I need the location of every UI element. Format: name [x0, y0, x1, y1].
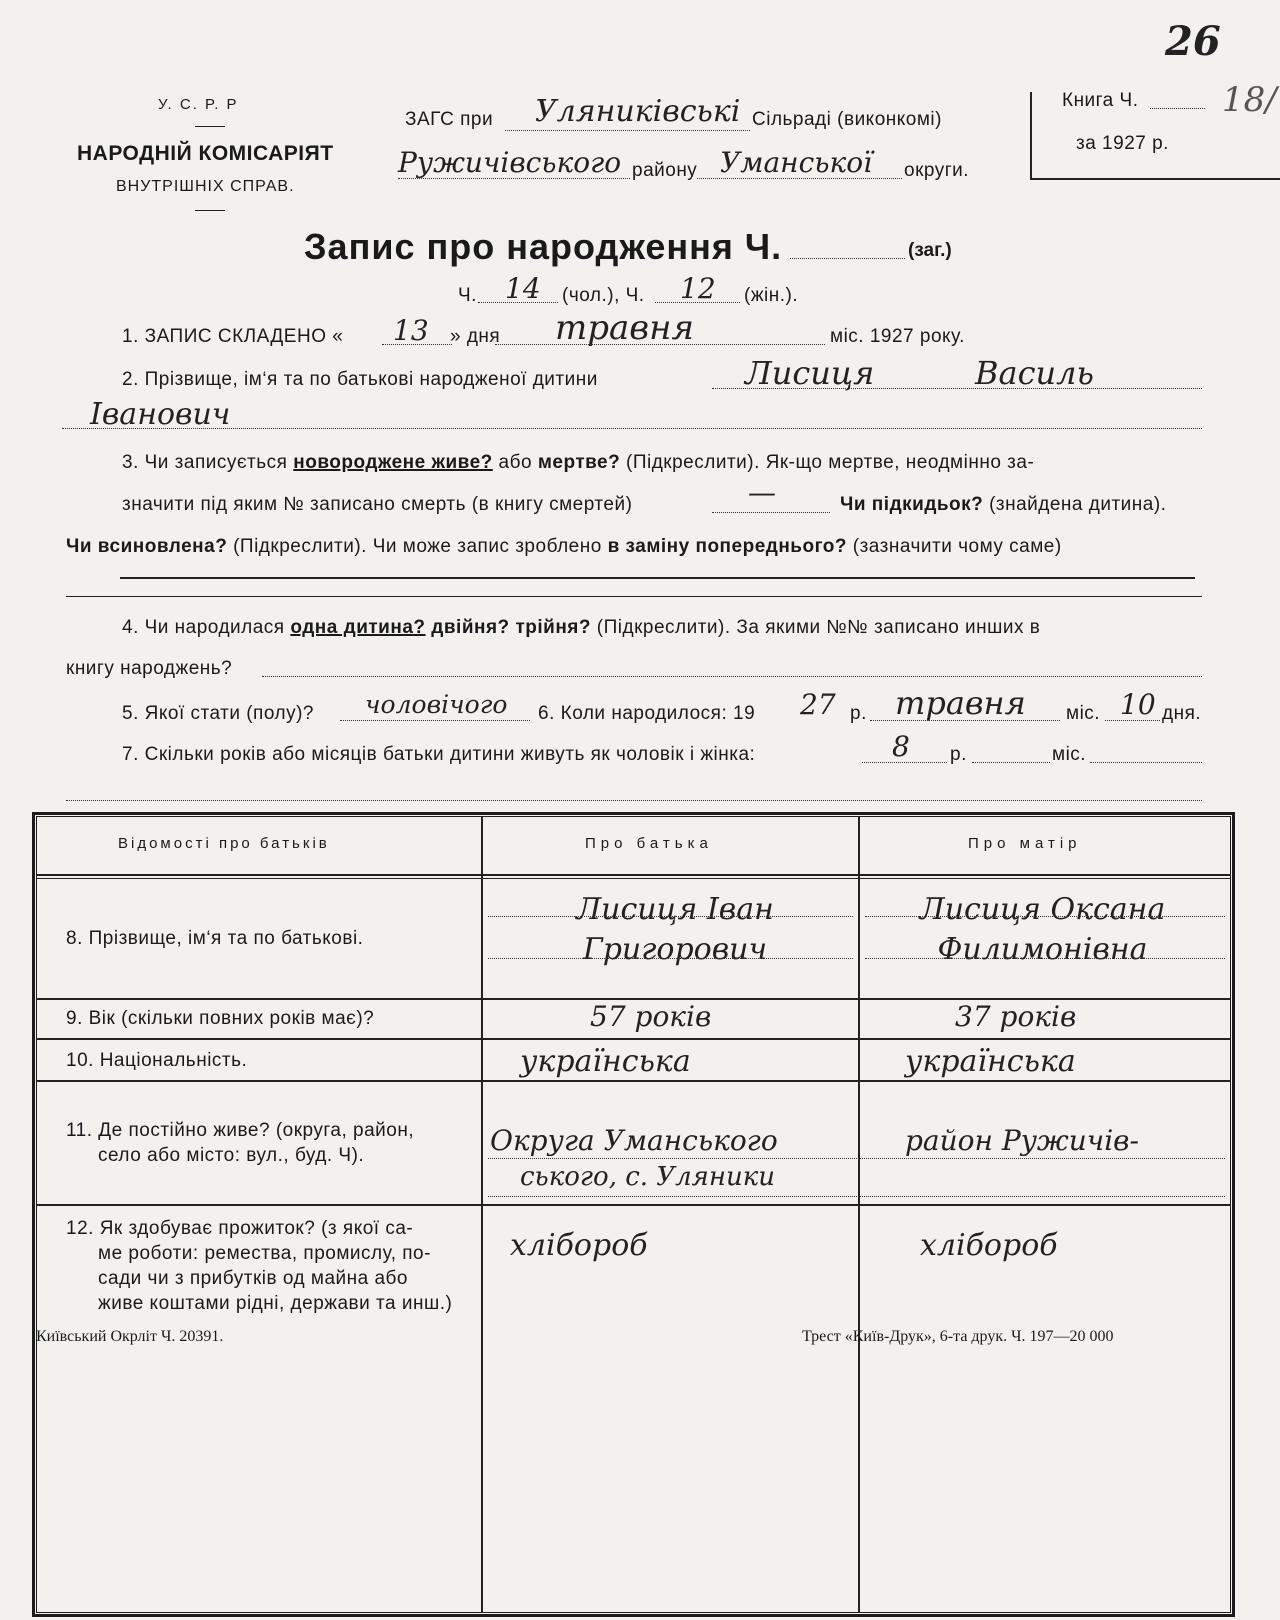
commissariat-title: НАРОДНІЙ КОМІСАРІЯТ	[77, 142, 334, 165]
record-title-zag: (заг.)	[908, 240, 952, 261]
header-mother: Про матір	[968, 835, 1082, 852]
mother-residence: район Ружичів-	[905, 1124, 1139, 1157]
header-parents-info: Відомості про батьків	[118, 835, 330, 852]
item3-line2	[122, 494, 632, 516]
child-name: Василь	[975, 354, 1094, 392]
father-residence: Округа Уманського	[490, 1124, 778, 1157]
birth-month: травня	[895, 684, 1026, 722]
item3-line3-mid: (Підкреслити). Чи може запис зроблено	[233, 536, 602, 557]
item3-line1-end: (Підкреслити). Як-що мертве, неодмінно за-	[626, 452, 1035, 473]
item4-line2: книгу народжень?	[66, 658, 233, 679]
item3-line3-end: (зазначити чому саме)	[852, 536, 1062, 557]
item4-triplets: трійня?	[515, 617, 591, 638]
birth-day-label: дня.	[1162, 703, 1202, 724]
mother-fullname: Лисиця Оксана Филимонівна	[919, 892, 1166, 967]
married-years: 8	[892, 730, 910, 763]
married-years-r: р.	[950, 744, 967, 765]
item5-label: 5. Якої стати (полу)?	[122, 703, 314, 724]
zags-council: Сільраді (виконкомі)	[752, 109, 942, 130]
item1-day: 13	[393, 314, 429, 347]
okruha-label: округи.	[904, 160, 970, 181]
ch-label: Ч.	[458, 285, 477, 306]
birth-day: 10	[1120, 688, 1156, 721]
item1-month: травня	[555, 308, 694, 348]
row9-label: 9. Вік (скільки повних років має)?	[66, 1008, 375, 1029]
page-number: 26	[1165, 18, 1221, 65]
zags-village: Уляниківські	[535, 94, 741, 129]
item3-dead: мертве?	[537, 452, 621, 473]
birth-month-mis: міс.	[1066, 703, 1101, 724]
header-father: Про батька	[585, 835, 713, 852]
male-number: 14	[505, 272, 541, 305]
district-label: району	[632, 160, 698, 181]
item3-adopted: Чи всиновлена?	[66, 536, 228, 557]
item1-mid: » дня	[450, 326, 501, 347]
item3-line3	[66, 536, 1062, 558]
row10-label: 10. Національність.	[66, 1050, 248, 1071]
record-title: Запис про народження Ч.	[304, 226, 783, 267]
father-occupation: хлібороб	[510, 1228, 648, 1263]
footer-right: Трест «Київ-Друк», 6-та друк. Ч. 197—20 000	[802, 1328, 1114, 1345]
father-nationality: українська	[520, 1044, 691, 1079]
item4-one: одна дитина?	[290, 617, 426, 638]
item4-twins: двійня?	[431, 617, 510, 638]
birth-year-r: р.	[850, 703, 867, 724]
child-sex: чоловічого	[365, 690, 508, 719]
mother-occupation: хлібороб	[920, 1228, 1058, 1263]
mother-age: 37 років	[955, 1000, 1077, 1033]
residence-continued: ського, с. Уляники	[520, 1162, 776, 1192]
item3-or: або	[498, 452, 533, 473]
item2-label: 2. Прізвище, ім‘я та по батькові народженої дитини	[122, 369, 598, 390]
item3-line2b	[840, 494, 1166, 516]
mother-nationality: українська	[905, 1044, 1076, 1079]
footer-left: Київський Окрліт Ч. 20391.	[36, 1328, 224, 1345]
item3-line1	[122, 452, 1034, 474]
female-label: (жін.).	[744, 285, 799, 306]
item6-label: 6. Коли народилося: 19	[538, 703, 756, 724]
book-year: за 1927 р.	[1076, 133, 1169, 154]
father-age: 57 років	[590, 1000, 712, 1033]
zags-okruha: Уманської	[720, 146, 873, 179]
row12-label-2: ме роботи: ремества, промислу, по-	[98, 1243, 431, 1264]
row11-label-2: село або місто: вул., буд. Ч).	[98, 1145, 365, 1166]
item3-line2-text: значити під яким № записано смерть (в книгу смертей)	[122, 494, 633, 515]
book-label: Книга Ч.	[1062, 90, 1139, 111]
item3-alive: новороджене живе?	[293, 452, 493, 473]
item1-label: 1. ЗАПИС СКЛАДЕНО «	[122, 326, 344, 347]
child-patronymic: Іванович	[90, 397, 231, 432]
zags-prefix: ЗАГС при	[405, 109, 494, 130]
internal-affairs-label: ВНУТРІШНІХ СПРАВ.	[116, 178, 295, 195]
ussr-label: У. С. Р. Р	[158, 96, 239, 113]
birth-year: 27	[800, 688, 836, 721]
item4-line1-end: (Підкреслити). За якими №№ записано инших в	[596, 617, 1041, 638]
female-number: 12	[680, 272, 716, 305]
row12-label-3: сади чи з прибутків од майна або	[98, 1268, 408, 1289]
item7-label: 7. Скільки років або місяців батьки дитини живуть як чоловік і жінка:	[122, 744, 756, 765]
margin-number: 18/	[1222, 80, 1277, 120]
row11-label-1: 11. Де постійно живе? (округа, район,	[66, 1120, 415, 1141]
item1-end: міс. 1927 року.	[830, 326, 965, 347]
item3-line1-text: 3. Чи записується	[122, 452, 288, 473]
married-months-label: міс.	[1052, 744, 1087, 765]
item4-line1-text: 4. Чи народилася	[122, 617, 285, 638]
item4-line1	[122, 617, 1040, 639]
item3-replace: в заміну попереднього?	[607, 536, 847, 557]
male-label: (чол.), Ч.	[562, 285, 645, 306]
row8-label: 8. Прізвище, ім‘я та по батькові.	[66, 928, 364, 949]
row12-label-4: живе коштами рідні, держави та инш.)	[98, 1293, 453, 1314]
child-surname: Лисиця	[745, 354, 875, 392]
zags-district: Ружичівського	[398, 146, 622, 179]
item3-foundling: Чи підкидьок?	[840, 494, 984, 515]
father-fullname: Лисиця Іван Григорович	[576, 892, 774, 967]
item3-found-note: (знайдена дитина).	[989, 494, 1167, 515]
item3-dash: —	[748, 476, 776, 509]
row12-label-1: 12. Як здобуває прожиток? (з якої са-	[66, 1218, 414, 1239]
